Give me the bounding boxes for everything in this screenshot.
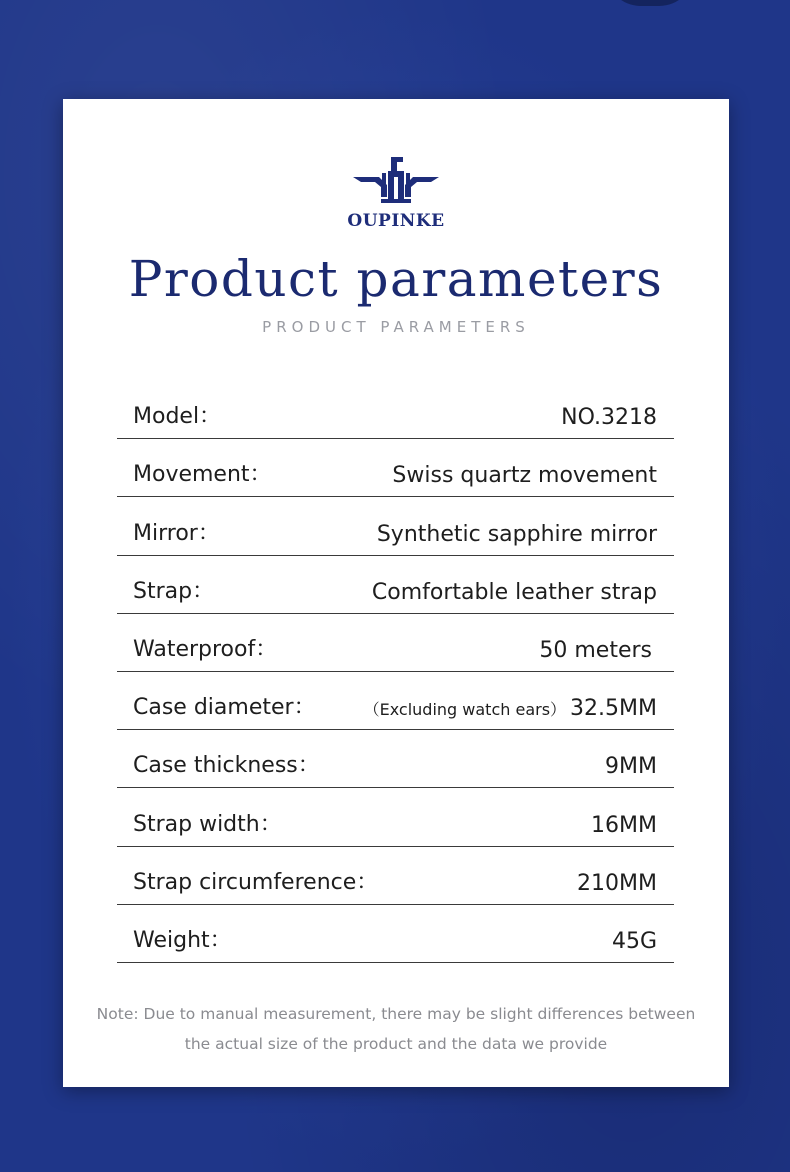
spec-table	[117, 381, 674, 963]
spec-value: 50 meters	[539, 637, 652, 663]
spec-label: Case diameter：	[133, 695, 316, 721]
spec-row-weight	[117, 905, 674, 963]
spec-value-text: 32.5MM	[570, 696, 657, 722]
spec-label: Mirror：	[133, 520, 220, 546]
spec-label: Waterproof：	[133, 636, 278, 662]
spec-row-model	[117, 381, 674, 439]
spec-value: Synthetic sapphire mirror	[376, 521, 657, 547]
spec-label: Case thickness：	[133, 753, 320, 779]
parameters-card	[63, 99, 729, 1087]
page-subtitle: PRODUCT PARAMETERS	[262, 318, 530, 336]
spec-label: Strap：	[133, 578, 215, 604]
spec-value: 16MM	[591, 812, 657, 838]
spec-label: Movement：	[133, 462, 272, 488]
spec-label: Weight：	[133, 927, 232, 953]
brand-name: OUPINKE	[347, 211, 445, 231]
spec-row-strap	[117, 556, 674, 614]
measurement-note	[83, 999, 709, 1059]
spec-label: Strap circumference：	[133, 869, 379, 895]
spec-row-strap-width	[117, 788, 674, 846]
spec-label: Model：	[133, 404, 222, 430]
spec-value: Comfortable leather strap	[371, 579, 657, 605]
spec-row-movement	[117, 439, 674, 497]
eagle-logo-icon	[351, 155, 441, 211]
spec-row-strap-circumference	[117, 847, 674, 905]
spec-value: 9MM	[605, 754, 657, 780]
measurement-note-line-2: the actual size of the product and the data we provide	[184, 1035, 608, 1053]
measurement-note-line-1: Note: Due to manual measurement, there may be slight differences between	[96, 1005, 696, 1023]
spec-value: 45G	[611, 928, 657, 954]
spec-row-waterproof	[117, 614, 674, 672]
spec-row-mirror	[117, 497, 674, 555]
page-title: Product parameters	[128, 250, 664, 308]
corner-decoration	[605, 0, 695, 6]
spec-row-case-diameter	[117, 672, 674, 730]
spec-value	[364, 696, 657, 721]
spec-value: 210MM	[577, 870, 657, 896]
brand-logo	[63, 155, 729, 231]
spec-row-case-thickness	[117, 730, 674, 788]
spec-note: （Excluding watch ears）	[363, 700, 567, 720]
spec-value: NO.3218	[561, 405, 657, 431]
spec-label: Strap width：	[133, 811, 282, 837]
spec-value: Swiss quartz movement	[392, 463, 657, 489]
